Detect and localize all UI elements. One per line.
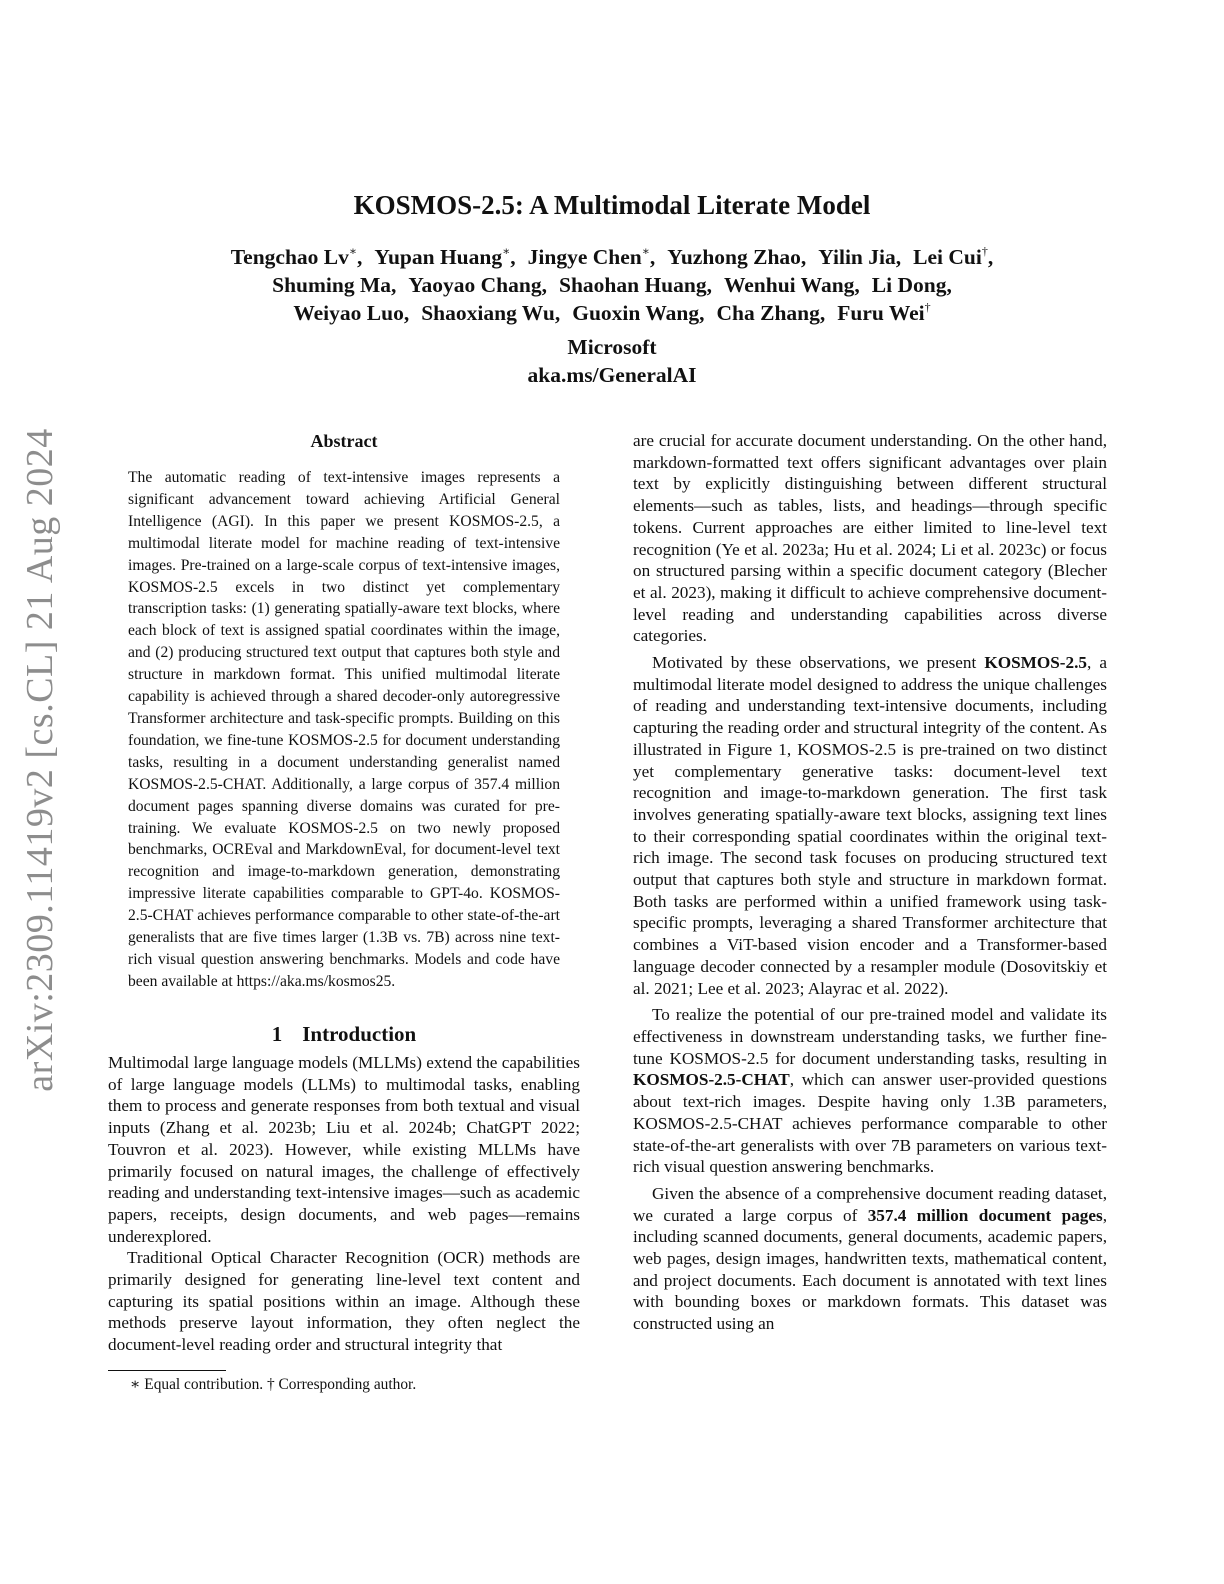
- author-name: Guoxin Wang: [572, 301, 700, 325]
- author-name: Li Dong: [871, 273, 947, 297]
- dataset-size-bold: 357.4 million document pages: [867, 1205, 1103, 1225]
- paragraph: are crucial for accurate document understanding. On the other hand, markdown-formatted text offers significant advantages over plain text by explicitly distinguishing between different structural elements—such as tables, lists, and headings—through specific tokens. Current approaches are either limited to line-level text recognition (Ye et al. 2023a; Hu et al. 2024; Li et al. 2023c) or focus on structured parsing within a specific document category (Blecher et al. 2023), making it difficult to achieve comprehensive document-level reading and understanding capabilities across diverse categories.: [633, 431, 1107, 646]
- author-affiliation-mark: †: [981, 244, 988, 258]
- paragraph: Multimodal large language models (MLLMs) extend the capabilities of large language models (LLMs) to multimodal tasks, enabling them to process and generate responses from both textual and visual inputs (Zhang et al. 2023b; Liu et al. 2024b; ChatGPT 2022; Touvron et al. 2023). However, while existing MLLMs have primarily focused on natural images, the challenge of effectively reading and understanding text-intensive images—such as academic papers, receipts, design documents, and web pages—remains underexplored.: [108, 1053, 580, 1246]
- paragraph: Motivated by these observations, we present KOSMOS-2.5, a multimodal literate model designed to address the unique challenges of reading and understanding text-intensive documents, including capturing the reading order and structural integrity of the content. As illustrated in Figure 1, KOSMOS-2.5 is pre-trained on two distinct yet complementary generative tasks: document-level text recognition and image-to-markdown generation. The first task involves generating spatially-aware text blocks, assigning text lines to their corresponding spatial coordinates within the original text-rich image. The second task focuses on producing structured text output that captures both style and structure in markdown format. Both tasks are performed within a unified framework using task-specific prompts, leveraging a shared Transformer architecture that combines a ViT-based vision encoder and a Transformer-based language decoder connected by a resampler module (Dosovitskiy et al. 2021; Lee et al. 2023; Alayrac et al. 2022).: [633, 653, 1107, 998]
- footnote: ∗ Equal contribution. † Corresponding author.: [130, 1376, 417, 1393]
- author-name: Yupan Huang: [374, 245, 503, 269]
- model-name-bold: KOSMOS-2.5: [984, 653, 1088, 673]
- author-affiliation-mark: ∗: [502, 244, 511, 258]
- author-name: Tengchao Lv: [230, 245, 349, 269]
- author-name: Yaoyao Chang: [408, 273, 542, 297]
- author-name: Shuming Ma: [272, 273, 392, 297]
- arxiv-identifier-text: arXiv:2309.11419v2 [cs.CL] 21 Aug 2024: [19, 428, 62, 1092]
- author-name: Furu Wei: [837, 301, 925, 325]
- author-name: Yuzhong Zhao: [667, 245, 801, 269]
- author-name: Lei Cui: [913, 245, 982, 269]
- affiliation-block: [0, 333, 1224, 389]
- chat-model-name-bold: KOSMOS-2.5-CHAT: [633, 1070, 790, 1090]
- section-heading-introduction: [108, 1020, 580, 1048]
- affiliation-url[interactable]: aka.ms/GeneralAI: [527, 363, 697, 387]
- author-list: [0, 243, 1224, 327]
- paragraph: To realize the potential of our pre-trained model and validate its effectiveness in downstream understanding tasks, we further fine-tune KOSMOS-2.5 for document understanding tasks, resulting in KOSMOS-2.5-CHAT, which can answer user-provided questions about text-rich images. Despite having only 1.3B parameters, KOSMOS-2.5-CHAT achieves performance comparable to other state-of-the-art generalists with over 7B parameters on various text-rich visual question answering benchmarks.: [633, 1005, 1107, 1177]
- right-column-body: [633, 430, 1107, 1335]
- author-affiliation-mark: †: [924, 300, 931, 314]
- author-name: Jingye Chen: [527, 245, 642, 269]
- author-name: Yilin Jia: [818, 245, 896, 269]
- author-line: Shuming Ma, Yaoyao Chang, Shaohan Huang, Wenhui Wang, Li Dong,: [272, 273, 952, 297]
- author-name: Shaohan Huang: [558, 273, 707, 297]
- author-name: Wenhui Wang: [723, 273, 855, 297]
- left-column-body: [108, 1052, 580, 1356]
- paper-title: KOSMOS-2.5: A Multimodal Literate Model: [353, 190, 871, 220]
- author-affiliation-mark: ∗: [348, 244, 358, 258]
- abstract-heading: Abstract: [310, 431, 378, 451]
- affiliation-name: Microsoft: [567, 335, 657, 359]
- author-affiliation-mark: ∗: [641, 244, 650, 258]
- author-name: Cha Zhang: [716, 301, 820, 325]
- author-name: Shaoxiang Wu: [421, 301, 555, 325]
- author-line: Weiyao Luo, Shaoxiang Wu, Guoxin Wang, Cha Zhang, Furu Wei†: [293, 300, 931, 325]
- paragraph: Traditional Optical Character Recognition (OCR) methods are primarily designed for generating line-level text content and capturing its spatial positions within an image. Although these methods preserve layout information, they often neglect the document-level reading order and structural integrity that: [108, 1248, 580, 1355]
- arxiv-identifier-stamp: [15, 410, 65, 1110]
- author-line: Tengchao Lv∗, Yupan Huang∗, Jingye Chen∗, Yuzhong Zhao, Yilin Jia, Lei Cui†,: [230, 244, 994, 269]
- footnote-divider: [108, 1370, 226, 1371]
- author-name: Weiyao Luo: [293, 301, 404, 325]
- abstract-text: The automatic reading of text-intensive images represents a significant advancement toward achieving Artificial General Intelligence (AGI). In this paper we present KOSMOS-2.5, a multimodal literate model for machine reading of text-intensive images. Pre-trained on a large-scale corpus of text-intensive images, KOSMOS-2.5 excels in two distinct yet complementary transcription tasks: (1) generating spatially-aware text blocks, where each block of text is assigned spatial coordinates within the image, and (2) producing structured text output that captures both style and structure in markdown format. This unified multimodal literate capability is achieved through a shared decoder-only autoregressive Transformer architecture and task-specific prompts. Building on this foundation, we fine-tune KOSMOS-2.5 for document understanding tasks, resulting in a document understanding generalist named KOSMOS-2.5-CHAT. Additionally, a large corpus of 357.4 million document pages spanning diverse domains was curated for pre-training. We evaluate KOSMOS-2.5 on two newly proposed benchmarks, OCREval and MarkdownEval, for document-level text recognition and image-to-markdown generation, demonstrating impressive literate capabilities comparable to GPT-4o. KOSMOS-2.5-CHAT achieves performance comparable to other state-of-the-art generalists that are five times larger (1.3B vs. 7B) across nine text-rich visual question answering benchmarks. Models and code have been available at https://aka.ms/kosmos25.: [128, 469, 560, 990]
- section-title: Introduction: [302, 1022, 417, 1046]
- paragraph: Given the absence of a comprehensive document reading dataset, we curated a large corpus of 357.4 million document pages, including scanned documents, general documents, academic papers, web pages, design images, handwritten texts, mathematical content, and project documents. Each document is annotated with text lines with bounding boxes or markdown formats. This dataset was constructed using an: [633, 1183, 1108, 1334]
- section-number: 1: [271, 1022, 283, 1046]
